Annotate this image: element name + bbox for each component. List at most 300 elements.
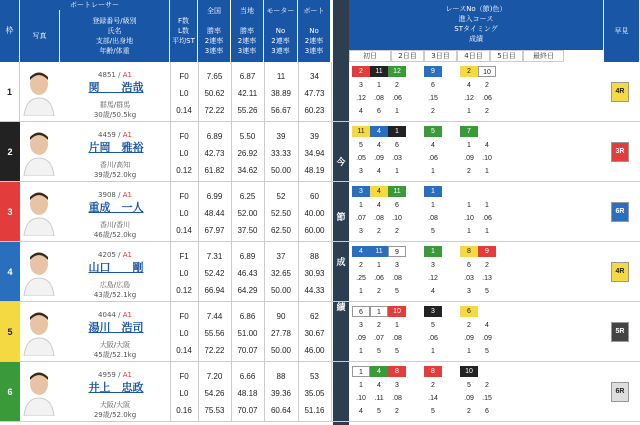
result-cell: 1 [424, 186, 442, 197]
st-value: .06 [428, 155, 438, 162]
stat-value: 39 [310, 132, 319, 141]
f-col: F数 [177, 17, 190, 25]
st-value: 2 [485, 262, 489, 269]
day-header: 2日目 [391, 50, 424, 62]
col-line [231, 122, 232, 182]
st-value: .09 [464, 335, 474, 342]
racer-name[interactable]: 関 浩哉 [88, 82, 144, 94]
result-cell: 8 [424, 366, 442, 377]
stat-value: 67.97 [204, 226, 225, 235]
sub-reg: 登録番号/級別 [92, 17, 137, 25]
st-value: 2 [485, 382, 489, 389]
st-value: 5 [431, 408, 435, 415]
tou-sub: 3連率 [237, 47, 257, 55]
stat-value: 5.50 [239, 132, 256, 141]
stat-value: 42.73 [204, 149, 225, 158]
st-value: 4 [377, 382, 381, 389]
stat-value: 6.89 [239, 252, 256, 261]
st-value: .07 [356, 215, 366, 222]
l-col: L数 [178, 27, 189, 35]
header-racer-sub [60, 10, 170, 62]
stat-value: F0 [179, 72, 189, 81]
st-value: .15 [482, 395, 492, 402]
result-cell: 8 [388, 366, 406, 377]
stat-value: 26.92 [237, 149, 258, 158]
stat-value: 0.12 [176, 166, 192, 175]
stat-value: 33.33 [270, 149, 292, 158]
header-motor [264, 0, 298, 62]
boa-sub: 3連率 [304, 47, 324, 55]
st-value: 6 [395, 202, 399, 209]
stat-value: 27.78 [270, 329, 292, 338]
stat-value: 6.86 [239, 312, 256, 321]
stat-value: 34.62 [237, 166, 258, 175]
st-value: 6 [431, 82, 435, 89]
header-hayami: 早見 [604, 0, 640, 62]
row-separator [0, 301, 640, 302]
racer-age: 45歳/52.1kg [93, 351, 137, 359]
hayami-badge[interactable]: 3R [611, 142, 629, 162]
st-value: 1 [377, 262, 381, 269]
st-value: 3 [359, 82, 363, 89]
result-cell: 11 [352, 126, 370, 137]
col-line [331, 242, 332, 302]
stat-value: 88 [276, 372, 286, 381]
racer-reg: 4851 / A1 [98, 71, 132, 79]
stat-value: 51.16 [304, 406, 325, 415]
result-cell: 2 [352, 66, 370, 77]
st-value: 4 [359, 108, 363, 115]
result-cell: 4 [352, 246, 370, 257]
stat-value: 70.07 [237, 346, 258, 355]
stat-value: 48.44 [204, 209, 225, 218]
st-value: .15 [428, 95, 438, 102]
stat-value: 0.12 [176, 286, 192, 295]
col-line [331, 122, 332, 182]
stat-value: 62 [310, 312, 319, 321]
stat-value: 56.67 [270, 106, 292, 115]
hayami-badge[interactable]: 5R [611, 322, 629, 342]
tou-sub: 勝率 [240, 27, 254, 35]
st-value: 1 [467, 228, 471, 235]
zen-sub: 勝率 [207, 27, 221, 35]
st-value: 4 [431, 288, 435, 295]
result-cell: 1 [388, 126, 406, 137]
st-value: .09 [464, 155, 474, 162]
result-cell: 4 [370, 126, 388, 137]
st-value: .13 [482, 275, 492, 282]
header-waku: 枠 [0, 0, 20, 62]
racer-branch: 大阪/大阪 [99, 341, 131, 349]
st-value: .12 [356, 95, 366, 102]
racer-photo [22, 248, 56, 296]
result-cell: 9 [478, 246, 496, 257]
st-value: 1 [431, 168, 435, 175]
motor-title: モーター [266, 7, 295, 15]
st-value: 1 [431, 202, 435, 209]
stat-value: 70.07 [237, 406, 258, 415]
racer-age: 46歳/52.0kg [93, 231, 137, 239]
racer-name[interactable]: 片岡 雅裕 [88, 142, 144, 154]
result-cell: 8 [460, 246, 478, 257]
stat-value: L0 [179, 209, 189, 218]
st-value: 2 [431, 108, 435, 115]
col-line [170, 302, 171, 362]
stat-value: 90 [276, 312, 286, 321]
st-value: 4 [377, 168, 381, 175]
st-value: 6 [395, 142, 399, 149]
st-value: .12 [464, 95, 474, 102]
result-cell: 1 [370, 306, 388, 317]
st-value: .08 [392, 335, 402, 342]
st-value: 2 [485, 108, 489, 115]
stat-value: 6.25 [239, 192, 256, 201]
st-value: 2 [467, 408, 471, 415]
col-line [170, 242, 171, 302]
st-value: 1 [485, 202, 489, 209]
day-header: 4日目 [457, 50, 490, 62]
racer-age: 43歳/52.1kg [93, 291, 137, 299]
st-value: 2 [467, 168, 471, 175]
st-value: .10 [356, 395, 366, 402]
st-value: 1 [485, 168, 489, 175]
result-cell: 5 [424, 126, 442, 137]
zen-sub: 3連率 [204, 47, 224, 55]
racer-reg: 4959 / A1 [98, 371, 132, 379]
st-value: .06 [482, 95, 492, 102]
st-value: .06 [428, 335, 438, 342]
waku-number: 5 [0, 302, 20, 361]
stat-value: 52.00 [237, 209, 258, 218]
st-value: 5 [395, 288, 399, 295]
stat-value: 54.26 [204, 389, 225, 398]
stat-value: 7.31 [206, 252, 223, 261]
col-line [264, 122, 265, 182]
col-line [231, 182, 232, 242]
col-line [231, 62, 232, 122]
st-value: .25 [356, 275, 366, 282]
stat-value: 72.22 [204, 346, 225, 355]
col-line [264, 62, 265, 122]
stat-value: 32.65 [270, 269, 292, 278]
col-line [298, 182, 299, 242]
st-value: 6 [377, 108, 381, 115]
stat-value: 60.64 [270, 406, 292, 415]
st-value: 1 [485, 228, 489, 235]
st-value: 3 [395, 382, 399, 389]
race-sub: 成績 [469, 35, 483, 43]
stat-value: F0 [179, 372, 189, 381]
st-value: 1 [467, 202, 471, 209]
result-cell: 3 [352, 186, 370, 197]
racer-name[interactable]: 湯川 浩司 [88, 322, 144, 334]
waku-number: 2 [0, 122, 20, 181]
col-line [264, 182, 265, 242]
st-value: 5 [467, 382, 471, 389]
racer-name[interactable]: 井上 忠政 [88, 382, 144, 394]
col-line [298, 242, 299, 302]
st-value: 5 [377, 408, 381, 415]
racer-name[interactable]: 重成 一人 [88, 202, 144, 214]
stat-value: 64.29 [237, 286, 258, 295]
stat-value: F0 [179, 312, 189, 321]
st-value: 5 [377, 348, 381, 355]
racer-reg: 4459 / A1 [98, 131, 132, 139]
stat-value: 40.00 [304, 209, 325, 218]
col-line [170, 362, 171, 422]
stat-value: 48.18 [237, 389, 258, 398]
st-value: 1 [359, 202, 363, 209]
result-cell: 7 [460, 126, 478, 137]
racer-branch: 香川/高知 [99, 161, 131, 169]
st-value: 4 [377, 202, 381, 209]
st-value: 5 [359, 142, 363, 149]
st-value: 4 [467, 82, 471, 89]
st-value: .10 [482, 155, 492, 162]
st-col: 平均ST [172, 37, 195, 45]
col-line [264, 242, 265, 302]
racer-reg: 4044 / A1 [98, 311, 132, 319]
result-cell: 9 [424, 66, 442, 77]
racer-photo [22, 308, 56, 356]
racer-branch: 群馬/群馬 [99, 101, 131, 109]
stat-value: 50.00 [270, 346, 292, 355]
st-value: .06 [482, 215, 492, 222]
hayami-badge[interactable]: 4R [611, 82, 629, 102]
st-value: 1 [467, 142, 471, 149]
col-line [298, 62, 299, 122]
col-line [331, 362, 332, 422]
mid-label: 節 [336, 213, 346, 223]
st-value: 2 [377, 228, 381, 235]
result-cell: 11 [370, 246, 388, 257]
st-value: 2 [395, 82, 399, 89]
st-value: 2 [395, 408, 399, 415]
stat-value: 51.00 [237, 329, 258, 338]
waku-number: 1 [0, 62, 20, 121]
race-sub: STタイミング [454, 25, 498, 33]
st-value: .06 [374, 275, 384, 282]
st-value: .08 [374, 95, 384, 102]
stat-value: 50.00 [270, 286, 292, 295]
stat-value: 47.73 [304, 89, 325, 98]
header-racer: ボートレーサー [20, 0, 170, 10]
col-line [198, 362, 199, 422]
st-value: 5 [485, 288, 489, 295]
st-value: .09 [356, 335, 366, 342]
col-line [198, 62, 199, 122]
stat-value: 38.89 [270, 89, 292, 98]
result-cell: 10 [460, 366, 478, 377]
col-line [198, 302, 199, 362]
stat-value: 0.14 [176, 106, 192, 115]
st-value: 1 [395, 168, 399, 175]
waku-number: 3 [0, 182, 20, 241]
stat-value: 52.42 [204, 269, 225, 278]
mid-label: 今 [336, 158, 346, 168]
col-line [298, 122, 299, 182]
day-header: 3日目 [424, 50, 457, 62]
header-race [349, 0, 604, 50]
st-value: .08 [428, 215, 438, 222]
col-line [264, 302, 265, 362]
result-cell: 4 [370, 186, 388, 197]
col-line [298, 302, 299, 362]
col-line [170, 122, 171, 182]
col-line [170, 62, 171, 122]
col-line [231, 242, 232, 302]
st-value: 5 [431, 228, 435, 235]
stat-value: 7.20 [206, 372, 223, 381]
waku-number: 4 [0, 242, 20, 301]
race-title: レースNo（節)色） [445, 5, 507, 13]
stat-value: 6.89 [206, 132, 223, 141]
st-value: 2 [431, 382, 435, 389]
header-boat [298, 0, 331, 62]
st-value: .08 [374, 215, 384, 222]
stat-value: 52.50 [270, 209, 292, 218]
st-value: .09 [464, 395, 474, 402]
col-line [198, 182, 199, 242]
st-value: 1 [359, 382, 363, 389]
stat-value: F0 [179, 132, 189, 141]
stat-value: 11 [276, 72, 286, 81]
st-value: 2 [359, 262, 363, 269]
result-cell: 9 [388, 246, 406, 257]
stat-value: 46.43 [237, 269, 258, 278]
result-cell: 12 [388, 66, 406, 77]
stat-value: 6.87 [239, 72, 256, 81]
st-value: 5 [395, 348, 399, 355]
stat-value: 66.94 [204, 286, 225, 295]
st-value: 4 [485, 322, 489, 329]
st-value: 1 [377, 82, 381, 89]
racer-photo [22, 188, 56, 236]
stat-value: 34 [310, 72, 319, 81]
stat-value: 60.23 [304, 106, 325, 115]
st-value: 4 [431, 142, 435, 149]
hayami-badge[interactable]: 6R [611, 202, 629, 222]
st-value: 6 [485, 408, 489, 415]
st-value: 2 [485, 82, 489, 89]
st-value: 4 [359, 408, 363, 415]
mot-sub: 3連率 [271, 47, 290, 55]
stat-value: 48.19 [304, 166, 325, 175]
st-value: 3 [467, 288, 471, 295]
zenkoku-title: 全国 [207, 7, 221, 15]
st-value: 1 [467, 348, 471, 355]
header-photo: 写真 [20, 10, 60, 62]
st-value: 3 [395, 262, 399, 269]
col-line [331, 302, 332, 362]
col-line [198, 242, 199, 302]
col-line [231, 302, 232, 362]
stat-value: 60 [310, 192, 319, 201]
header-f [170, 0, 198, 62]
hayami-badge[interactable]: 4R [611, 262, 629, 282]
stat-value: 6.66 [239, 372, 256, 381]
racer-photo [22, 68, 56, 116]
st-value: 5 [485, 348, 489, 355]
col-line [264, 362, 265, 422]
result-cell: 4 [370, 366, 388, 377]
zen-sub: 2連率 [204, 37, 224, 45]
result-cell: 11 [370, 66, 388, 77]
mid-label: 績 [336, 303, 346, 313]
st-value: 2 [395, 228, 399, 235]
stat-value: 37.50 [237, 226, 258, 235]
st-value: .03 [464, 275, 474, 282]
col-line [298, 362, 299, 422]
stat-value: 50.00 [270, 166, 292, 175]
stat-value: 53 [310, 372, 319, 381]
header-zenkoku [198, 0, 231, 62]
stat-value: 34.94 [304, 149, 325, 158]
result-cell: 6 [352, 306, 370, 317]
racer-age: 39歳/52.0kg [93, 171, 137, 179]
col-line [198, 122, 199, 182]
st-value: 3 [359, 322, 363, 329]
st-value: 6 [467, 262, 471, 269]
st-value: .08 [392, 275, 402, 282]
stat-value: 55.26 [237, 106, 258, 115]
st-value: 1 [395, 108, 399, 115]
stat-value: L0 [179, 149, 189, 158]
stat-value: 62.50 [270, 226, 292, 235]
col-line [331, 182, 332, 242]
row-separator [0, 361, 640, 362]
stat-value: 7.44 [206, 312, 223, 321]
st-value: 3 [359, 168, 363, 175]
stat-value: 61.82 [204, 166, 225, 175]
mid-label: 成 [336, 258, 346, 268]
racer-reg: 3908 / A1 [98, 191, 132, 199]
stat-value: 37 [276, 252, 286, 261]
touchi-title: 当地 [240, 7, 254, 15]
st-value: 2 [377, 288, 381, 295]
row-separator [0, 421, 640, 422]
racer-branch: 大阪/大阪 [99, 401, 131, 409]
st-value: 3 [431, 262, 435, 269]
stat-value: 60.00 [304, 226, 325, 235]
sub-name: 氏名 [107, 27, 122, 35]
stat-value: 55.56 [204, 329, 225, 338]
stat-value: F0 [179, 192, 189, 201]
day-header: 最終日 [523, 50, 564, 62]
racer-name[interactable]: 山口 剛 [88, 262, 144, 274]
stat-value: 50.62 [204, 89, 225, 98]
stat-value: 46.00 [304, 346, 325, 355]
col-line [231, 362, 232, 422]
col-line [170, 182, 171, 242]
st-value: .12 [428, 275, 438, 282]
stat-value: L0 [179, 329, 189, 338]
st-value: 2 [467, 322, 471, 329]
result-cell: 11 [388, 186, 406, 197]
stat-value: 7.65 [206, 72, 223, 81]
st-value: .14 [428, 395, 438, 402]
stat-value: 30.67 [304, 329, 325, 338]
hayami-badge[interactable]: 6R [611, 382, 629, 402]
stat-value: 6.99 [206, 192, 223, 201]
st-value: 1 [431, 348, 435, 355]
stat-value: 72.22 [204, 106, 225, 115]
racer-reg: 4205 / A1 [98, 251, 132, 259]
stat-value: 39 [276, 132, 286, 141]
stat-value: 0.14 [176, 346, 192, 355]
racer-age: 29歳/52.0kg [93, 411, 137, 419]
tou-sub: 2連率 [237, 37, 257, 45]
